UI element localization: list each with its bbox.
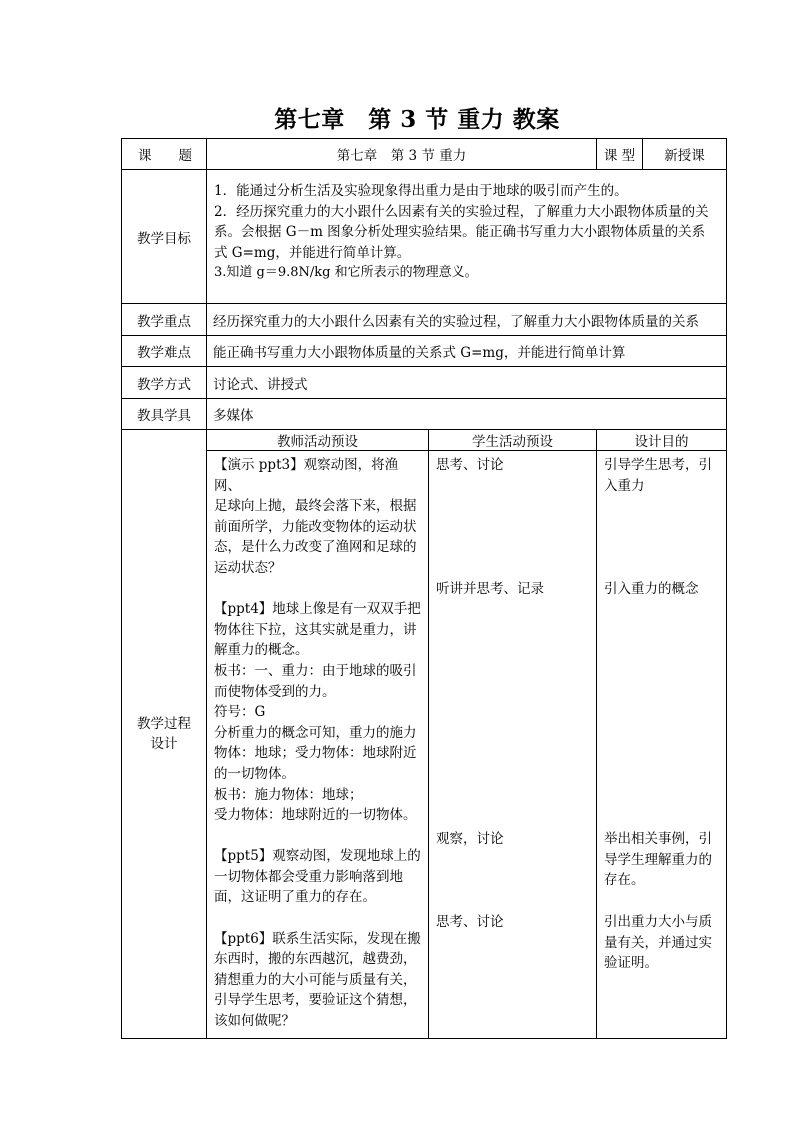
teacher-block-ppt3 [214, 455, 422, 579]
teacher-line: 东西时，搬的东西越沉，越费劲， [214, 951, 417, 968]
purpose-block-1 [604, 455, 720, 579]
lesson-type-label: 课 型 [597, 139, 643, 170]
topic-label [122, 139, 207, 170]
teacher-line: 【ppt5】观察动图，发现地球上的 [214, 848, 421, 865]
teacher-line: 态，是什么力改变了渔网和足球的 [214, 539, 417, 556]
student-line: 听讲并思考、记录 [436, 581, 544, 597]
lesson-plan-table [121, 138, 727, 1039]
method-row [122, 367, 727, 399]
lesson-type-value: 新授课 [643, 139, 727, 170]
purpose-block-3 [604, 829, 720, 912]
tools-value: 多媒体 [207, 399, 727, 430]
teacher-line: 该如何做呢？ [214, 1013, 295, 1030]
teacher-line: 一切物体都会受重力影响落到地 [214, 868, 403, 885]
teacher-block-ppt5 [214, 846, 422, 908]
design-purpose [597, 451, 727, 1039]
teacher-line: 受力物体：地球附近的一切物体。 [214, 807, 417, 824]
teacher-line: 的一切物体。 [214, 765, 295, 782]
teacher-line: 板书：施力物体：地球； [214, 786, 363, 803]
tools-row [122, 399, 727, 430]
process-label-line-2: 设计 [150, 735, 178, 752]
teacher-line: 运动状态？ [214, 559, 282, 576]
purpose-line: 存在。 [604, 872, 645, 889]
teacher-line: 物体：地球；受力物体：地球附近 [214, 745, 417, 762]
key-points-label: 教学重点 [122, 304, 207, 336]
student-block-2 [436, 579, 590, 829]
objectives-row [122, 170, 727, 304]
topic-value: 第七章 第 3 节 重力 [207, 139, 597, 170]
purpose-line: 引导学生思考，引 [604, 457, 712, 473]
teacher-line: 符号：G [214, 704, 266, 721]
process-label-line-1: 教学过程 [137, 715, 191, 732]
key-points-row [122, 304, 727, 336]
objective-line: 3.知道 g＝9.8N/kg 和它所表示的物理意义。 [214, 265, 478, 281]
difficulties-label: 教学难点 [122, 336, 207, 367]
purpose-line: 量有关，并通过实 [604, 934, 712, 951]
student-column-header: 学生活动预设 [429, 430, 597, 451]
teacher-line: 物体往下拉，这其实就是重力，讲 [214, 621, 417, 638]
student-activities [429, 451, 597, 1039]
process-header-row [122, 430, 727, 451]
objective-line: 式 G=mg，并能进行简单计算。 [214, 244, 411, 261]
key-points-value: 经历探究重力的大小跟什么因素有关的实验过程，了解重力大小跟物体质量的关系 [207, 304, 727, 336]
objective-line: 1．能通过分析生活及实验现象得出重力是由于地球的吸引而产生的。 [214, 183, 628, 199]
teacher-line: 【ppt6】联系生活实际，发现在搬 [214, 930, 421, 947]
topic-label-char-1: 课 [138, 148, 152, 164]
teacher-line: 面，这证明了重力的存在。 [214, 889, 376, 906]
tools-label: 教具学具 [122, 399, 207, 430]
method-value: 讨论式、讲授式 [207, 367, 727, 399]
teacher-line: 【演示 ppt3】观察动图，将渔网、 [214, 457, 399, 494]
purpose-line: 引入重力的概念 [604, 581, 699, 597]
purpose-line: 入重力 [604, 477, 645, 494]
method-label: 教学方式 [122, 367, 207, 399]
objective-line: 系。会根据 G－m 图象分析处理实验结果。能正确书写重力大小跟物体质量的关系 [214, 224, 706, 241]
student-line: 思考、讨论 [436, 457, 504, 473]
purpose-line: 导学生理解重力的 [604, 851, 712, 868]
purpose-line: 引出重力大小与质 [604, 914, 712, 930]
teacher-line: 解重力的概念。 [214, 642, 309, 659]
objective-line: 2．经历探究重力的大小跟什么因素有关的实验过程，了解重力大小跟物体质量的关 [214, 203, 709, 220]
teacher-line: 分析重力的概念可知，重力的施力 [214, 724, 417, 741]
student-line: 思考、讨论 [436, 914, 504, 930]
student-block-3 [436, 829, 590, 912]
process-label [122, 430, 207, 1039]
teacher-block-ppt4 [214, 599, 422, 826]
objectives-content [207, 170, 727, 304]
teacher-column-header: 教师活动预设 [207, 430, 429, 451]
teacher-line: 而使物体受到的力。 [214, 683, 336, 700]
teacher-line: 板书：一、重力：由于地球的吸引 [214, 662, 417, 679]
topic-row [122, 139, 727, 170]
purpose-block-4 [604, 912, 720, 974]
teacher-line: 猜想重力的大小可能与质量有关， [214, 971, 417, 988]
student-line: 观察，讨论 [436, 831, 504, 847]
purpose-line: 验证明。 [604, 955, 658, 972]
teacher-activities [207, 451, 429, 1039]
teacher-line: 前面所学，力能改变物体的运动状 [214, 518, 417, 535]
teacher-line: 足球向上抛，最终会落下来，根据 [214, 498, 417, 515]
topic-label-char-2: 题 [178, 148, 192, 164]
difficulties-value: 能正确书写重力大小跟物体质量的关系式 G=mg，并能进行简单计算 [207, 336, 727, 367]
teacher-line: 【ppt4】地球上像是有一双双手把 [214, 601, 421, 618]
page-title: 第七章 第 3 节 重力 教案 [274, 106, 560, 133]
process-content-row [122, 451, 727, 1039]
objectives-label: 教学目标 [122, 170, 207, 304]
teacher-line: 引导学生思考，要验证这个猜想， [214, 992, 417, 1009]
purpose-column-header: 设计目的 [597, 430, 727, 451]
student-block-1 [436, 455, 590, 579]
purpose-block-2 [604, 579, 720, 829]
purpose-line: 举出相关事例，引 [604, 831, 712, 847]
student-block-4 [436, 912, 590, 933]
teacher-block-ppt6 [214, 929, 422, 1032]
difficulties-row [122, 336, 727, 367]
